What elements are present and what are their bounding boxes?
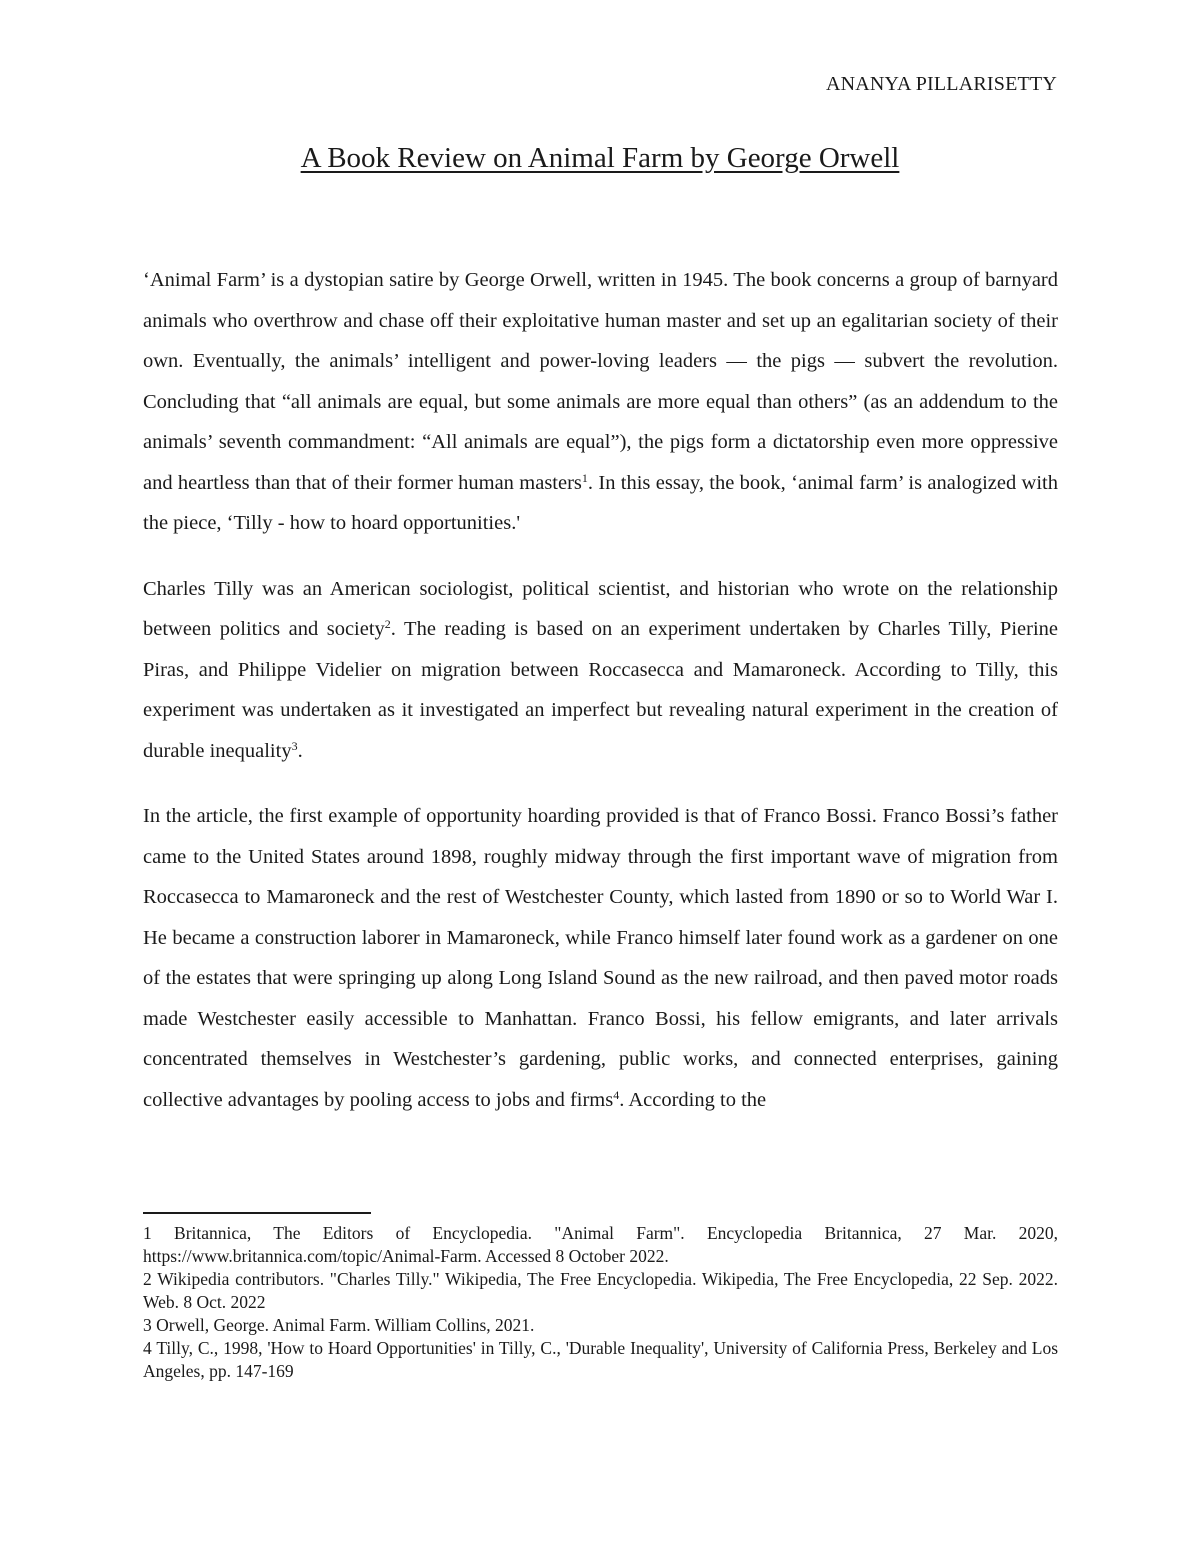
paragraph-text: . The reading is based on an experiment undertaken by Charles Tilly, Pierine Piras, and Philippe Videlier on migration between Roccasecca and Mamaroneck. According to Tilly, this experiment was undertaken as it investigated an imperfect but revealing natural experiment in the creation of durable inequality xyxy=(143,618,1058,762)
footnote-text: Orwell, George. Animal Farm. William Collins, 2021. xyxy=(156,1315,535,1335)
footnote-ref-3: 3 xyxy=(291,738,298,753)
paragraph-intro xyxy=(143,260,1058,544)
footnote-ref-1: 1 xyxy=(581,470,588,485)
paragraph-text: Charles Tilly was an American sociologist, political scientist, and historian who wrote on the relationship between politics and society xyxy=(143,577,1058,640)
footnote-ref-4: 4 xyxy=(613,1087,620,1102)
footnote-number: 2 xyxy=(143,1269,152,1289)
footnote-separator xyxy=(143,1212,371,1214)
footnote-3 xyxy=(143,1314,1058,1337)
footnote-number: 4 xyxy=(143,1338,152,1358)
paragraph-text: ‘Animal Farm’ is a dystopian satire by George Orwell, written in 1945. The book concerns a group of barnyard animals who overthrow and chase off their exploitative human master and set up an egalitarian society of their own. Eventually, the animals’ intelligent and power-loving leaders — the pigs — subvert the revolution. Concluding that “all animals are equal, but some animals are more equal than others” (as an addendum to the animals’ seventh commandment: “All animals are equal”), the pigs form a dictatorship even more oppressive and heartless than that of their former human masters xyxy=(143,269,1058,494)
paragraph-text: . xyxy=(297,739,303,762)
footnotes xyxy=(143,1222,1058,1383)
footnote-ref-2: 2 xyxy=(384,617,391,631)
footnote-number: 3 xyxy=(143,1315,152,1335)
paragraph-text: . In this essay, the book, ‘animal farm’ is analogized with the piece, ‘Tilly - how to hoard opportunities.' xyxy=(143,471,1058,534)
footnote-4 xyxy=(143,1337,1058,1383)
author-name: ANANYA PILLARISETTY xyxy=(825,73,1057,95)
paragraph-text: In the article, the first example of opportunity hoarding provided is that of Franco Bossi. Franco Bossi’s father came to the United States around 1898, roughly midway through the first important wave of migration from Roccasecca to Mamaroneck and the rest of Westchester County, which lasted from 1890 or so to World War I. He became a construction laborer in Mamaroneck, while Franco himself later found work as a gardener on one of the estates that were springing up along Long Island Sound as the new railroad, and then paved motor roads made Westchester easily accessible to Manhattan. Franco Bossi, his fellow emigrants, and later arrivals concentrated themselves in Westchester’s gardening, public works, and connected enterprises, gaining collective advantages by pooling access to jobs and firms xyxy=(143,805,1058,1111)
footnote-number: 1 xyxy=(143,1223,152,1243)
footnote-text: Britannica, The Editors of Encyclopedia. "Animal Farm". Encyclopedia Britannica, 27 Mar. 2020, https://www.britannica.com/topic/Animal-Farm. Accessed 8 October 2022. xyxy=(143,1223,1059,1266)
footnote-1 xyxy=(143,1222,1058,1268)
body-text xyxy=(143,260,1058,1145)
footnote-text: Wikipedia contributors. "Charles Tilly." Wikipedia, The Free Encyclopedia. Wikipedia, The Free Encyclopedia, 22 Sep. 2022. Web. 8 Oct. 2022 xyxy=(143,1269,1059,1312)
footnote-text: Tilly, C., 1998, 'How to Hoard Opportunities' in Tilly, C., 'Durable Inequality', University of California Press, Berkeley and Los Angeles, pp. 147-169 xyxy=(143,1338,1059,1381)
paragraph-bossi xyxy=(143,796,1058,1120)
page-title: A Book Review on Animal Farm by George Orwell xyxy=(300,142,900,174)
paragraph-tilly xyxy=(143,569,1058,772)
footnote-2 xyxy=(143,1268,1058,1314)
paragraph-text: . According to the xyxy=(619,1088,767,1111)
